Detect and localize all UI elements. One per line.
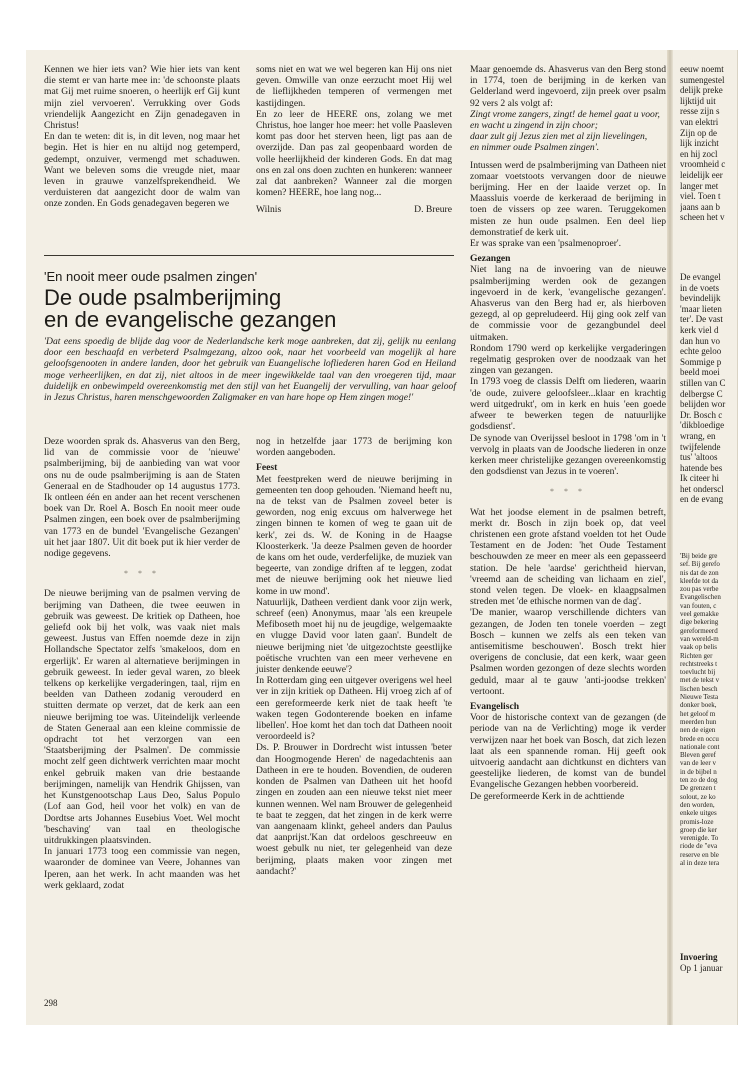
edge-column-small (680, 552, 738, 867)
edge-line: lijktijd uit (680, 95, 716, 106)
edge-line: kerk viel d (680, 324, 719, 335)
edge-line: nationale cont (680, 742, 720, 751)
edge-line: Richten ger (680, 651, 713, 660)
paragraph: Intussen werd de psalmberijming van Datheen niet zomaar voetstoots vervangen door de nieuwe berijming. Her en der laaide verzet op. In Maassluis voerde de kerkeraad de berijming in toen de vissers op zee waren. Teruggekomen misten ze hun oude psalmen. Een deel liep demonstratief de kerk uit. (470, 159, 666, 238)
edge-line: beeld moei (680, 367, 720, 378)
edge-line: promis-loze (680, 817, 714, 826)
paragraph: Ds. P. Brouwer in Dordrecht wist intussen 'beter dan Hoogmogende Heren' de nagedachtenis aan Datheen in ere te houden. Bovendien, de ouderen konden de Psalmen van Datheen uit het hoofd zingen en zouden aan een nieuwe tekst niet meer kunnen wennen. Wel nam Brouwer de gelegenheid te baat te zeggen, dat het zingen in de kerk werre van aangenaam klinkt, geheel anders dan Paulus dat aanprijst.'Kan dat ordeloos geschreeuw en woest gebulk nu niet, ter gelegenheid van deze berijming, plaats maken voor zingen met aandacht?' (256, 742, 452, 877)
edge-line: Dr. Bosch c (680, 409, 723, 420)
edge-column-top (680, 64, 738, 223)
edge-line: vaak op belis (680, 643, 717, 652)
edge-line: 'Bij beide gre (680, 552, 718, 560)
edge-line: den worden, (680, 800, 715, 809)
edge-line: in de voets (680, 282, 719, 293)
subheading-evangelisch: Evangelisch (470, 700, 520, 712)
edge-line: De grenzen t (680, 784, 716, 793)
article-header (44, 269, 456, 403)
bottom-column-2 (256, 436, 452, 877)
edge-column-bottom (680, 952, 738, 973)
signature (256, 204, 452, 215)
edge-line: stillen van C (680, 377, 726, 388)
edge-line: hatende bes (680, 462, 723, 473)
edge-line: lijk inzicht (680, 138, 719, 149)
edge-line: langer met (680, 180, 719, 191)
paragraph: Rondom 1790 werd op kerkelijke vergaderingen regelmatig gesproken over de noodzaak van het zingen van gezangen. (470, 342, 666, 377)
edge-line: 'dikbloedige (680, 420, 725, 431)
paragraph: In januari 1773 toog een commissie van negen, waaronder de dominee van Veere, Johannes van Iperen, aan het werk. In acht maanden was het werk geklaard, zodat (44, 846, 240, 891)
edge-line: delbergse C (680, 388, 723, 399)
edge-line: al in deze tera (680, 858, 720, 867)
page-number: 298 (44, 998, 58, 1008)
edge-line: riode de "eva (680, 842, 718, 851)
headline-line-1: De oude psalmberijming (44, 285, 282, 310)
edge-line: nis dat de zon (680, 568, 719, 577)
signature-place: Wilnis (256, 204, 282, 216)
edge-line: enkele uitges (680, 809, 717, 818)
edge-line: wrang, en (680, 430, 716, 441)
poem-line: en nimmer oude Psalmen zingen'. (470, 142, 600, 154)
paragraph: De nieuwe berijming van de psalmen verving de berijming van Datheen, die twee eeuwen in gebruik was geweest. De kritiek op Datheen, hoe geliefd ook bij het volk, was vaak niet mals geweest. Justus van Effen noemde deze in zijn Hollandsche Spectator zelfs 'smakeloos, dom en ergerlijk'. Er waren al alternatieve berijmingen in gebruik geweest. In ieder geval waren, zo bleek telkens op kerkelijke vergaderingen, taal, rijm en beelden van Datheen zodanig verouderd en stuitten dermate op verzet, dat de kerk aan een nieuwe berijming toe was. Uiteindelijk verleende de Staten Generaal aan een kleine commissie de opdracht tot het verzorgen van een 'Staatsberijming der Psalmen'. De commissie mocht zelf geen dichtwerk verrichten maar mocht enkel gebruik maken van drie bestaande berijmingen, namelijk van Hendrik Ghijssen, van het Kunstgenootschap Laus Deo, Salus Populo (Lof aan God, heil voor het volk) en van de Dordtse arts Johannes Eusebius Voet. Wel mocht 'beschaving' van taal en theologische uitdrukkingen plaatsvinden. (44, 588, 240, 846)
kicker: 'En nooit meer oude psalmen zingen' (44, 269, 258, 284)
edge-line: delijk preke (680, 85, 723, 96)
edge-line: solout, ze ko (680, 792, 716, 801)
edge-line: Bleven geref (680, 751, 716, 760)
edge-line: viel. Toen t (680, 191, 721, 202)
edge-line: Sommige p (680, 356, 722, 367)
paragraph: Wat het joodse element in de psalmen betreft, merkt dr. Bosch in zijn boek op, dat veel christenen een grote afstand voelden tot het Oude Testament en de Joden: 'het Oude Testament beschouwden ze meer en meer als een gepasseerd station. De hele 'aardse' gerichtheid hiervan, 'vreemd aan de scheiding van lichaam en ziel', stond velen tegen. De vloek- en klaagpsalmen streden met 'de ethische normen van de dag'. (470, 506, 666, 608)
section-stars: * * * (550, 487, 586, 497)
edge-line: Zijn op de (680, 127, 717, 138)
edge-line: jaans aan b (680, 201, 720, 212)
edge-line: het onderscl (680, 483, 724, 494)
headline-line-2: en de evangelische gezangen (44, 307, 337, 332)
column-3 (470, 64, 666, 802)
edge-line: twijfelende (680, 441, 721, 452)
poem-line: daar zult gij Jezus zien met al zijn lievelingen, (470, 131, 648, 143)
paragraph: 'De manier, waarop verschillende dichters van gezangen, de Joden ten tonele voerden – zegt Bosch – kunnen we zelfs als een teken van antisemitisme beschouwen'. Bosch trekt hier overigens de conclusie, dat een kerk, waar geen Psalmen worden gezongen of deze slechts worden geduld, maar al te gauw 'anti-joodse trekken' vertoont. (470, 607, 666, 697)
edge-line: scheen het v (680, 212, 725, 223)
edge-line: zou pas verbe (680, 585, 719, 594)
edge-line: nen de eigen (680, 726, 716, 735)
edge-line: belijden wor (680, 399, 726, 410)
edge-line: Invoering (680, 952, 718, 962)
top-column-1 (44, 64, 240, 210)
subheading-gezangen: Gezangen (470, 253, 511, 265)
edge-line: van elektri (680, 116, 719, 127)
paragraph: Maar genoemde ds. Ahasverus van den Berg stond in 1774, toen de berijming in de kerken van Gelderland werd ingevoerd, zijn preek over psalm 92 vers 2 als volgt af: (470, 64, 666, 109)
edge-line: reserve en ble (680, 850, 719, 859)
paragraph: Natuurlijk, Datheen verdient dank voor zijn werk, schreef (een) Anonymus, maar 'als een kreupele Mefiboseth moet hij nu de jeugdige, welgemaakte en vlugge David voor laten gaan'. Bundelt de nieuwe berijming niet 'de uitgezochtste geestlijke poëtische vruchten van een meer verhevene en juister denkende eeuwe'? (256, 596, 452, 676)
edge-line: kleefde tot da (680, 576, 719, 585)
paragraph: Deze woorden sprak ds. Ahasverus van den Berg, lid van de commissie voor de 'nieuwe' psalmberijming, bij de aanbieding van wat voor ons nu de oude psalmberijming is aan de Staten Generaal en de Stadhouder op 14 augustus 1773. Ik ontleen één en ander aan het recent verschenen boek van Dr. Roel A. Bosch En nooit meer oude Psalmen zingen, een boek over de psalmberijming van 1773 en de bundel 'Evangelische Gezangen' uit het jaar 1807. Uit dit boek put ik hier verder de nodige gegevens. (44, 436, 240, 560)
subheading-feest: Feest (256, 462, 278, 474)
edge-line: sumengestel (680, 74, 725, 85)
section-stars: * * * (124, 569, 160, 579)
poem-line: en wacht u zingend in zijn choor; (470, 120, 598, 132)
headline (44, 287, 456, 331)
edge-line: ter'. De vast (680, 314, 723, 325)
paragraph: In 1793 voeg de classis Delft om liederen, waarin 'de oude, zuivere geloofsleer...klaar en krachtig werd uitgedrukt', om in kerk en huis 'een goede afweer te bewerken tegen de natuurlijke godsdienst'. (470, 376, 666, 433)
edge-column-mid (680, 272, 738, 505)
divider-rule (44, 255, 454, 256)
paragraph: In Rotterdam ging een uitgever overigens wel heel ver in zijn kritiek op Datheen. Hij vroeg zich af of een gereformeerde kerk niet de taak heeft 'te waken tegen Godonterende boeken en infame libellen'. Hoe komt het dan toch dat Datheen nooit veroordeeld is? (256, 675, 452, 743)
edge-line: Nieuwe Testa (680, 693, 719, 702)
edge-line: sef. Bij gerefo (680, 560, 720, 569)
edge-line: en hij zocl (680, 148, 718, 159)
edge-line: Op 1 januar (680, 962, 723, 973)
paragraph: Niet lang na de invoering van de nieuwe psalmberijming werden ook de gezangen ingevoerd in de kerk, 'evangelische gezangen'. Ahasverus van den Berg had er, als hierboven gezegd, al op gepreludeerd. Hij ging ook zelf van de commissie voor de gezangbundel deel uitmaken. (470, 264, 666, 343)
edge-line: verenigde. To (680, 834, 719, 843)
paragraph: Met feestpreken werd de nieuwe berijming in gemeenten ten doop gehouden. 'Niemand heeft nu, na de tekst van de Psalmen zoveel beter is geworden, nog enig excuus om halverwege het zingen binnen te komen of weg te gaan uit de kerk', zei ds. W. de Koning in de Haagse Kloosterkerk. 'Ja deeze Psalmen geven de hoorder de kans om het oude, verderfelijke, de muziek van begeerte, van zondige driften af te leggen, zodat met de nieuwe berijming ook het nieuwe lied kome in uw mond'. (256, 473, 452, 597)
paragraph: nog in hetzelfde jaar 1773 de berijming kon worden aangeboden. (256, 436, 452, 459)
edge-line: vroomheid c (680, 159, 726, 170)
page-gutter (667, 50, 673, 1025)
edge-line: en de evang (680, 494, 723, 505)
paragraph: Er was sprake van een 'psalmenoproer'. (470, 238, 622, 250)
edge-line: ten zo de dog (680, 776, 718, 785)
paragraph: En dan te weten: dit is, in dit leven, nog maar het begin. Het is hier en nu altijd nog getemperd, gedempt, onzuiver, vermengd met schaduwen. Want we beleven soms die vreugde niet, maar leven in grauwe vanzelfsprekendheid. We verduisteren dat aangezicht door de walm van onze zonden. En Gods genadegaven begeren we (44, 131, 240, 210)
edge-line: met de tekst v (680, 676, 720, 685)
edge-line: echte geloo (680, 346, 722, 357)
edge-line: De evangel (680, 272, 721, 282)
paragraph: En zo leer de HEERE ons, zolang we met Christus, hoe langer hoe meer: het volle Paasleven komt pas door het sterven heen, ligt pas aan de overzijde. Dan pas zal geopenbaard worden de volle heerlijkheid der kinderen Gods. En dat mag ons en zal ons doen zuchten en hunkeren: wanneer zal dat aanbreken? Wanneer zal die morgen komen? HEERE, hoe lang nog... (256, 108, 452, 199)
top-column-2 (256, 64, 452, 216)
edge-line: Ik citeer hi (680, 473, 719, 484)
bottom-column-1 (44, 436, 240, 891)
edge-line: van wereld-m (680, 634, 719, 643)
edge-line: brede en occu (680, 734, 719, 743)
paragraph: De gereformeerde Kerk in de achttiende (470, 790, 625, 802)
edge-line: tus' 'altoos (680, 452, 718, 463)
edge-line: eeuw noemt (680, 64, 724, 74)
edge-line: Evangelischen (680, 593, 721, 602)
paragraph: De synode van Overijssel besloot in 1798 'om in 't vervolg in plaats van de Joodsche liederen in onze kerken meer christelijke gezangen overeenkomstig den godsdienst van Jezus in te voeren'. (470, 432, 666, 478)
edge-line: meerden hun (680, 717, 717, 726)
edge-line: dige bekering (680, 618, 719, 627)
edge-line: gereformeerd (680, 626, 718, 635)
edge-line: rechtstreeks t (680, 659, 718, 668)
edge-line: 'maar lieten (680, 303, 722, 314)
paragraph: Voor de historische context van de gezangen (de periode van na de Verlichting) moge ik verder verwijzen naar het boek van Bosch, dat zich lezen laat als een spannende roman. Hij geeft ook uitvoerig aandacht aan dichtkunst en dichters van geestelijke liederen, de komst van de bundel Evangelische Gezangen hebben voorbereid. (470, 712, 666, 791)
edge-line: toevlucht bij (680, 668, 716, 677)
edge-line: van fouten, c (680, 601, 717, 610)
edge-line: resse zijn s (680, 106, 720, 117)
edge-line: het geloof m (680, 709, 716, 718)
edge-line: dan hun vo (680, 335, 720, 346)
edge-line: van de leer v (680, 759, 716, 768)
poem-line: Zingt vrome zangers, zingt! de hemel gaat u voor, (470, 108, 660, 120)
edge-line: in de bijbel n (680, 767, 717, 776)
edge-line: veel gemakke (680, 610, 719, 619)
edge-line: bevindelijk (680, 293, 721, 304)
signature-author: D. Breure (414, 204, 452, 216)
intro-quote: 'Dat eens spoedig de blijde dag voor de Nederlandsche kerk moge aanbreken, dat zij, gelijk nu eenlang door een beschaafd en verbeterd Psalmgezang, alzoo ook, naar het voorbeeld van mogelijk al hare geloofsgenooten in andere landen, door het gebruik van Euangelische lofliederen haren God en Heiland moge verheerlijken, en dat zij, niet altoos in de meer ingewikkelde taal van den vroegeren tijd, maar duidelijk en onbewimpeld overeenkomstig met den stijl van het Euangelij der vervulling, van haar geloof in Jezus Christus, haren menschgewoorden Zaligmaker en van hare hope op Hem zingen moge!' (44, 336, 456, 404)
paragraph: Kennen we hier iets van? Wie hier iets van kent die stemt er van harte mee in: 'de schoonste plaats mat Gij met ruime snoeren, o heerlijk erf Gij kunt mijn ziel vervoeren'. Verrukking over Gods vriendelijk Aangezicht en Zijn genadegaven in Christus! (44, 64, 240, 132)
paragraph: soms niet en wat we wel begeren kan Hij ons niet geven. Omwille van onze eerzucht moet Hij wel de lieflijkheden temperen of vermengen met kastijdingen. (256, 64, 452, 109)
edge-line: leidelijk eer (680, 169, 723, 180)
edge-line: groep die ker (680, 825, 717, 834)
edge-line: donker boek, (680, 701, 717, 710)
edge-line: lischen besch (680, 684, 718, 693)
